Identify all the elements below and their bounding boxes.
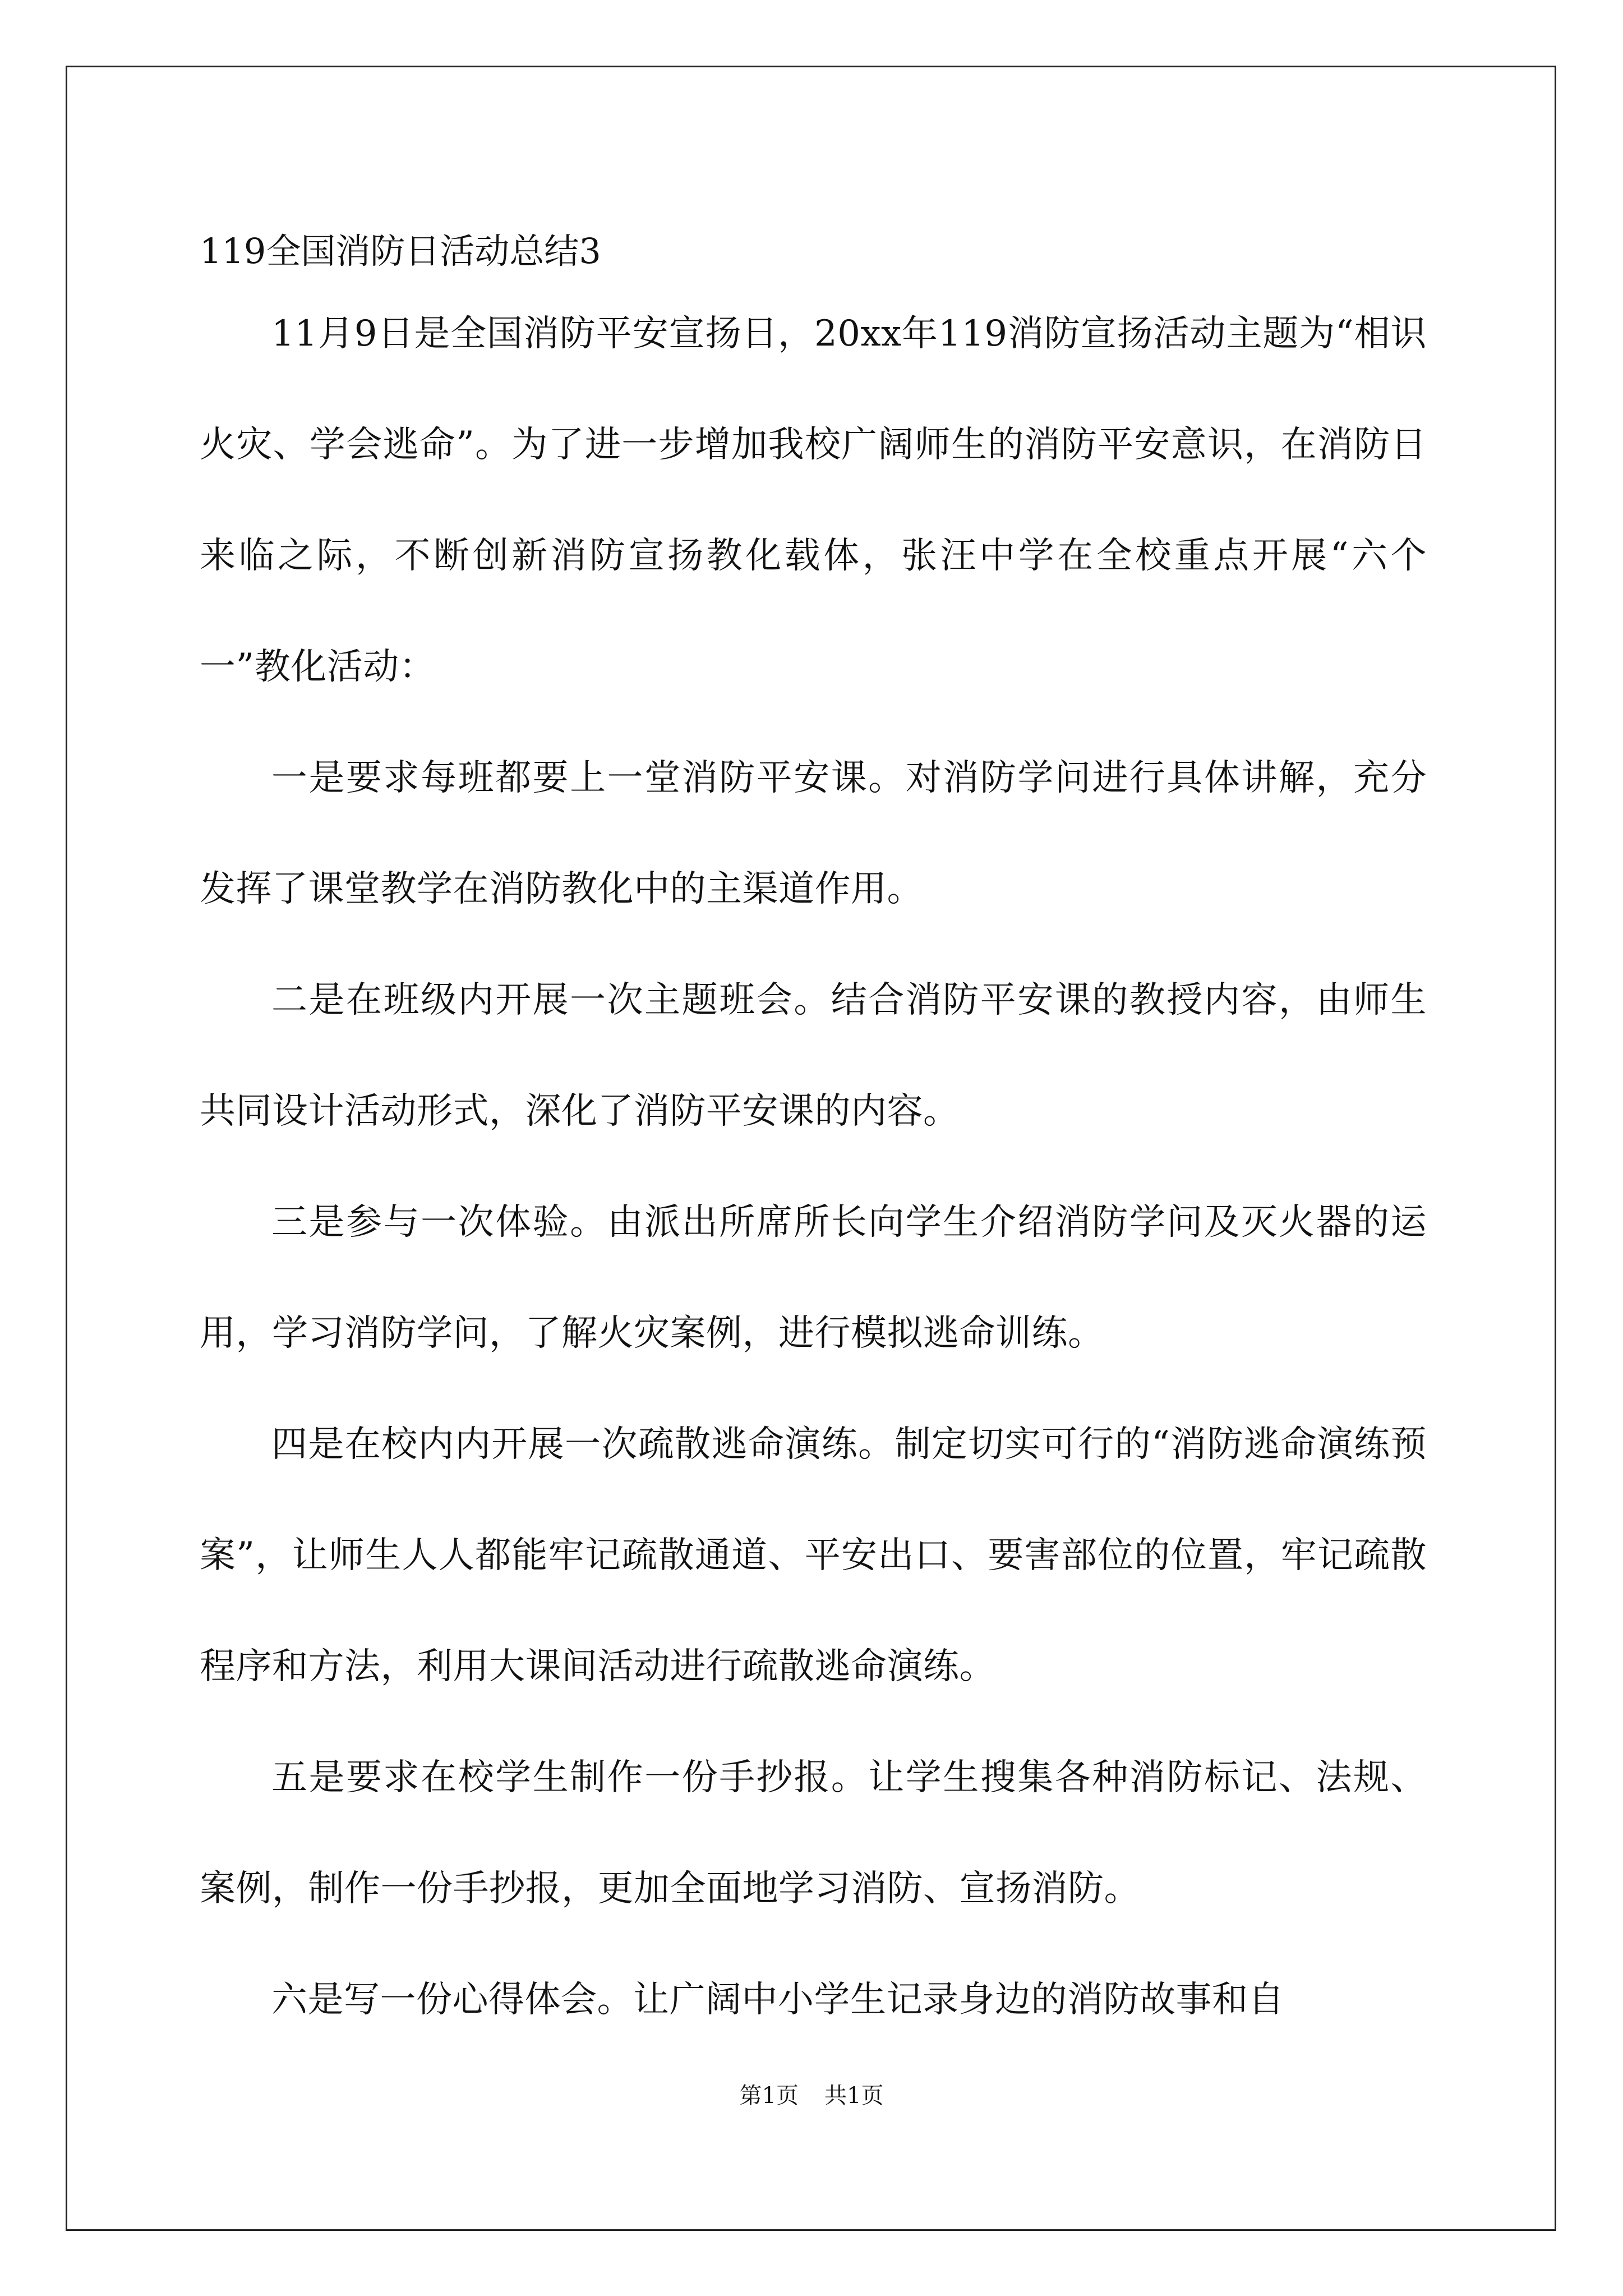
paragraph-item-6: 六是写一份心得体会。让广阔中小学生记录身边的消防故事和自	[271, 1979, 1284, 2021]
document-body	[200, 278, 1427, 2055]
page-number-current: 第1页	[739, 2083, 799, 2109]
paragraph-item-1: 一是要求每班都要上一堂消防平安课。对消防学问进行具体讲解，充分发挥了课堂教学在消防教化中的主渠道作用。	[200, 757, 1427, 910]
paragraph-item-5: 五是要求在校学生制作一份手抄报。让学生搜集各种消防标记、法规、案例，制作一份手抄报，更加全面地学习消防、宣扬消防。	[200, 1757, 1427, 1910]
document-title: 119全国消防日活动总结3	[200, 231, 601, 272]
paragraph-intro: 11月9日是全国消防平安宣扬日，20xx年119消防宣扬活动主题为“相识火灾、学会逃命”。为了进一步增加我校广阔师生的消防平安意识，在消防日来临之际，不断创新消防宣扬教化载体，张汪中学在全校重点开展“六个一”教化活动：	[200, 313, 1427, 688]
paragraph-item-4: 四是在校内内开展一次疏散逃命演练。制定切实可行的“消防逃命演练预案”，让师生人人都能牢记疏散通道、平安出口、要害部位的位置，牢记疏散程序和方法，利用大课间活动进行疏散逃命演练。	[200, 1424, 1427, 1687]
paragraph-item-3: 三是参与一次体验。由派出所席所长向学生介绍消防学问及灭火器的运用，学习消防学问，了解火灾案例，进行模拟逃命训练。	[200, 1202, 1427, 1354]
page-number-total: 共1页	[824, 2083, 884, 2109]
paragraph-item-2: 二是在班级内开展一次主题班会。结合消防平安课的教授内容，由师生共同设计活动形式，深化了消防平安课的内容。	[200, 979, 1427, 1132]
page-footer	[0, 2079, 1623, 2113]
